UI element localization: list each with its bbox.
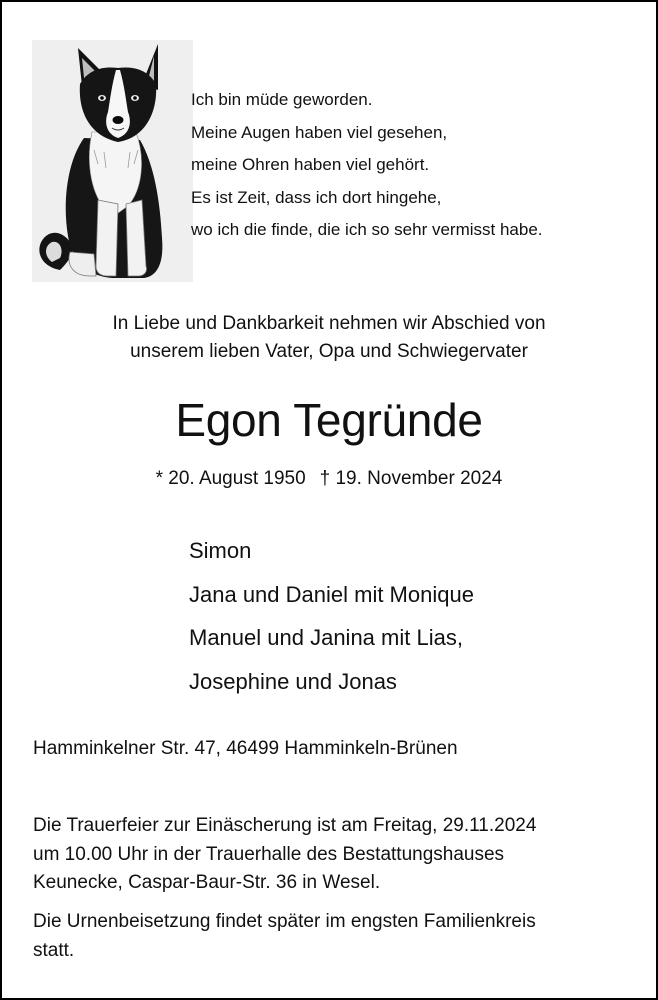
urn-line: statt.: [33, 939, 75, 961]
ceremony-info: [33, 812, 643, 898]
address: Hamminkelner Str. 47, 46499 Hamminkeln-Brünen: [33, 738, 458, 759]
intro-line: In Liebe und Dankbarkeit nehmen wir Abschied von: [112, 313, 546, 334]
life-dates: [2, 464, 656, 494]
ceremony-line: Keunecke, Caspar-Baur-Str. 36 in Wesel.: [33, 872, 381, 893]
poem: [191, 84, 543, 247]
dog-icon: [32, 40, 193, 282]
poem-line: meine Ohren haben viel gehört.: [191, 155, 430, 174]
urn-burial-info: [33, 908, 643, 965]
ceremony-line: um 10.00 Uhr in der Trauerhalle des Bestattungshauses: [33, 843, 505, 865]
poem-line: Meine Augen haben viel gesehen,: [191, 122, 448, 142]
urn-line: Die Urnenbeisetzung findet später im engsten Familienkreis: [33, 911, 536, 932]
family-member: Jana und Daniel mit Monique: [189, 581, 474, 607]
death-date: † 19. November 2024: [319, 468, 503, 489]
deceased-name: Egon Tegründe: [175, 394, 483, 446]
family-member: Josephine und Jonas: [189, 668, 397, 694]
dog-illustration: [32, 40, 193, 282]
family-list: [189, 529, 474, 703]
poem-line: Ich bin müde geworden.: [191, 90, 373, 109]
family-member: Manuel und Janina mit Lias,: [189, 625, 463, 650]
intro-line: unserem lieben Vater, Opa und Schwiegervater: [130, 341, 528, 362]
poem-line: wo ich die finde, die ich so sehr vermisst habe.: [191, 220, 543, 239]
farewell-intro: [2, 310, 656, 366]
ceremony-line: Die Trauerfeier zur Einäscherung ist am Freitag, 29.11.2024: [33, 815, 537, 836]
family-member: Simon: [189, 538, 252, 563]
poem-line: Es ist Zeit, dass ich dort hingehe,: [191, 187, 442, 207]
birth-date: * 20. August 1950: [155, 468, 306, 489]
